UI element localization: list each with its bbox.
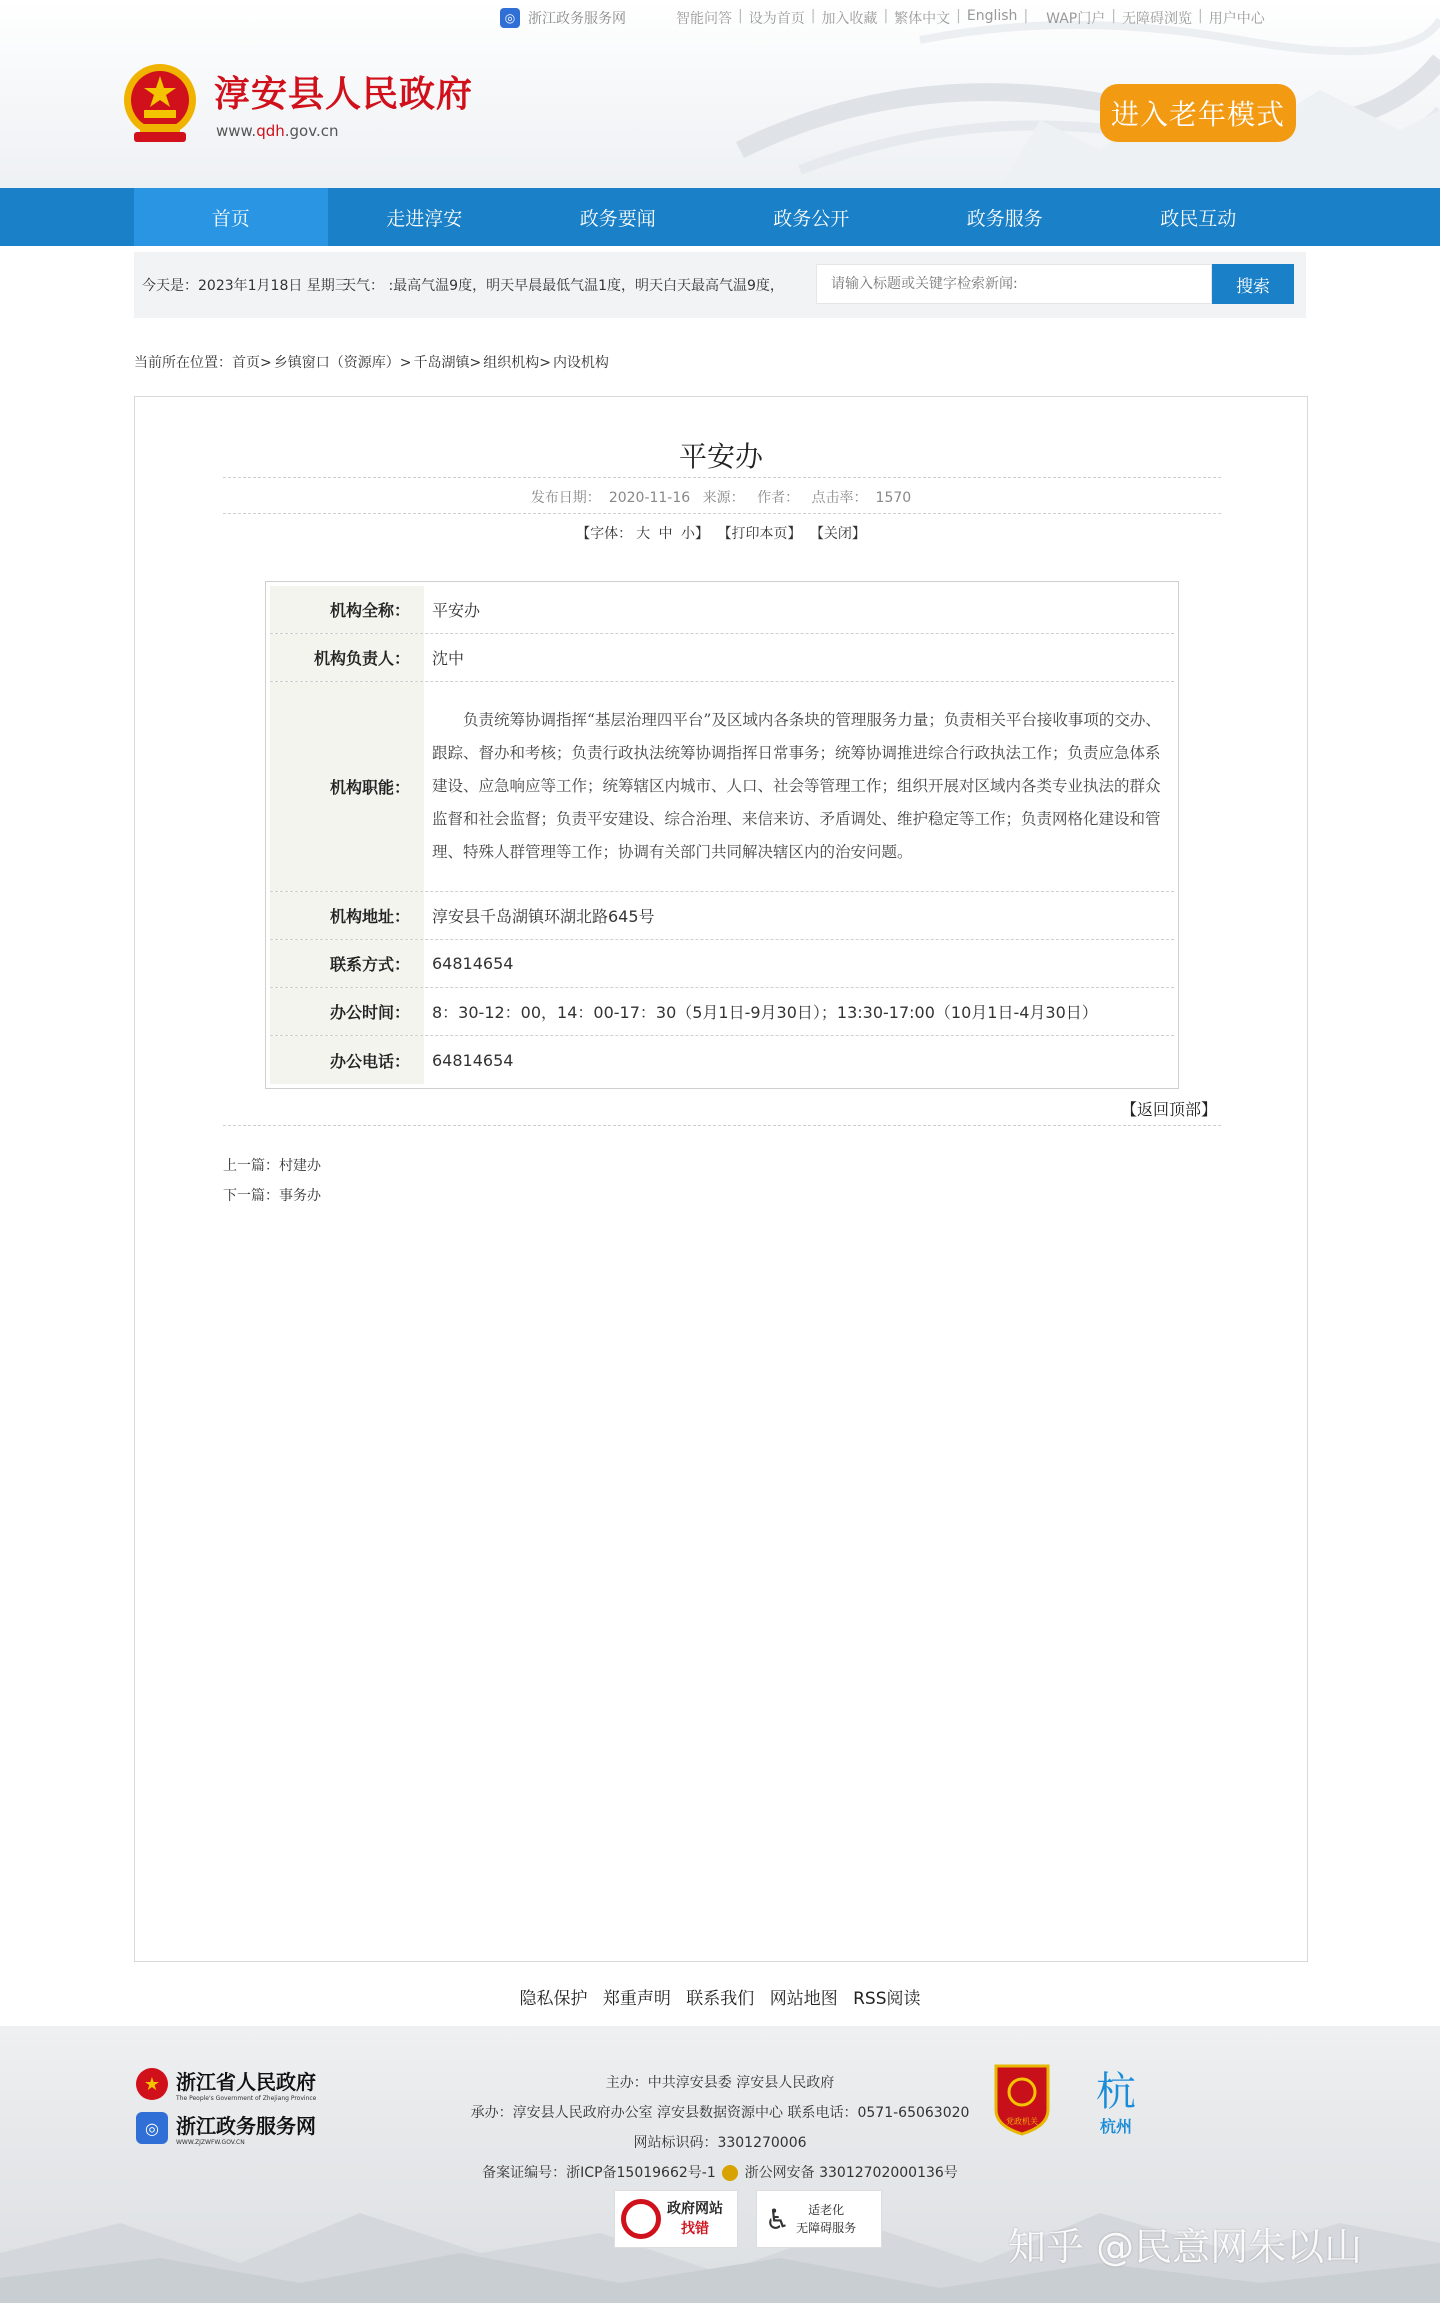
article-container [134,396,1308,1962]
hangzhou-mark-icon: 杭 [1096,2069,1136,2115]
top-link-favorite[interactable]: 加入收藏 [821,11,878,27]
divider: | [956,8,961,24]
breadcrumb-home[interactable]: 首页> [232,355,272,371]
nav-item-service[interactable]: 政务服务 [966,207,1043,230]
top-link-qa[interactable]: 智能问答 [676,11,732,27]
prev-article [223,1155,321,1175]
row-label: 机构全称： [270,586,424,633]
zj-service-label: 浙江政务服务网 [528,11,626,27]
divider [223,477,1221,478]
meta-source-label: 来源： [702,490,745,506]
zj-gov-english: The People's Government of Zhejiang Province [176,2095,317,2102]
hangzhou-city: 杭州 [1099,2117,1132,2136]
font-medium-button[interactable]: 中 [658,526,673,542]
site-url-prefix: www. [216,122,257,140]
table-row [270,682,1174,892]
zj-service-name: 浙江政务服务网 [176,2114,316,2138]
table-row [270,634,1174,682]
breadcrumb-township-window[interactable]: 乡镇窗口（资源库）> [273,355,412,371]
row-label: 机构职能： [270,682,424,891]
divider: | [1197,8,1203,24]
elder-mode-button[interactable]: 进入老年模式 [1100,84,1296,142]
footer-link-rss[interactable]: RSS阅读 [853,1989,921,2009]
breadcrumb-prefix: 当前所在位置： [134,355,232,371]
table-row [270,586,1174,634]
site-title[interactable]: 淳安县人民政府 [214,73,474,115]
hangzhou-logo[interactable] [1066,2070,1166,2140]
accessibility-badge[interactable] [756,2190,882,2248]
zj-service-link[interactable] [500,8,626,28]
nav-item-public[interactable]: 政务公开 [773,207,850,230]
prev-link[interactable]: 村建办 [279,1158,321,1174]
divider [223,1125,1221,1126]
footer-site-code: 网站标识码：3301270006 [633,2135,807,2151]
icp-link[interactable]: 备案证编号：浙ICP备15019662号-1 [482,2165,716,2181]
footer-host: 主办：中共淳安县委 淳安县人民政府 [605,2075,835,2091]
top-link-user-center[interactable]: 用户中心 [1208,11,1265,27]
meta-hits-label: 点击率： [811,490,868,506]
national-emblem-icon [120,62,200,146]
find-error-line1: 政府网站 [667,2201,723,2217]
divider: | [883,8,889,24]
accessibility-text [796,2201,856,2237]
row-value: 平安办 [432,601,481,620]
table-row [270,988,1174,1036]
next-article [223,1185,321,1205]
top-link-wap[interactable]: WAP门户 [1046,11,1106,27]
top-link-traditional[interactable]: 繁体中文 [894,11,951,27]
nav-item-news[interactable]: 政务要闻 [579,207,656,230]
footer-links [0,1984,1440,2009]
site-url-domain: qdh [256,122,285,140]
row-label: 机构地址： [270,892,424,939]
meta-date: 2020-11-16 [608,490,691,506]
zj-service-footer-icon: ◎ [136,2112,168,2144]
row-label: 办公电话： [270,1036,424,1084]
search-button[interactable]: 搜索 [1212,264,1294,304]
breadcrumb-organization[interactable]: 组织机构> [483,355,551,371]
nav-item-home[interactable]: 首页 [134,188,328,246]
top-link-english[interactable]: English [966,8,1018,24]
breadcrumb [134,352,611,372]
font-small-button[interactable]: 小】 [681,526,709,542]
row-value [424,682,1174,891]
font-large-button[interactable]: 大 [636,526,651,542]
meta-date-label: 发布日期： [530,490,601,506]
accessibility-line1: 适老化 [808,2203,845,2217]
font-size-label: 【字体： [576,526,633,542]
zj-gov-name: 浙江省人民政府 [176,2070,316,2094]
print-button[interactable]: 【打印本页】 [717,526,802,542]
footer-organizer: 承办：淳安县人民政府办公室 淳安县数据资源中心 联系电话：0571-65063020 [470,2105,970,2121]
nav-item-about[interactable]: 走进淳安 [386,207,463,230]
footer-registration [0,2158,1440,2188]
top-link-accessible[interactable]: 无障碍浏览 [1121,11,1192,27]
divider: | [810,8,816,24]
zj-service-english: WWW.ZJZWFW.GOV.CN [176,2139,245,2146]
footer-link-contact[interactable]: 联系我们 [686,1989,755,2009]
article-meta [135,487,1307,507]
info-bar [134,252,1306,318]
prev-label: 上一篇： [223,1158,279,1174]
divider: | [1023,8,1029,24]
org-info-table [265,581,1179,1089]
article-tools [135,523,1307,543]
police-badge-icon [722,2165,738,2181]
site-url [216,122,338,140]
search-input[interactable] [816,264,1212,304]
nav-item-interaction[interactable]: 政民互动 [1160,207,1237,230]
meta-author-label: 作者： [757,490,800,506]
row-value: 64814654 [432,1050,514,1070]
table-row [270,940,1174,988]
next-label: 下一篇： [223,1188,279,1204]
back-to-top-link[interactable]: 【返回顶部】 [1120,1100,1217,1119]
footer-link-statement[interactable]: 郑重声明 [602,1989,671,2009]
wheelchair-icon: ♿ [765,2202,791,2236]
site-url-suffix: .gov.cn [284,122,339,140]
article-title: 平安办 [678,440,763,473]
find-error-line2: 找错 [681,2221,709,2237]
breadcrumb-internal[interactable]: 内设机构 [552,355,609,371]
current-date: 今天是：2023年1月18日 星期三 [142,278,349,294]
footer-info [0,2068,1440,2188]
divider: | [738,8,743,24]
zj-gov-emblem-icon: ★ [136,2068,168,2100]
row-label: 机构负责人： [270,634,424,681]
zj-service-icon: ◎ [500,8,520,28]
party-organ-badge-icon[interactable] [990,2062,1054,2136]
accessibility-line2: 无障碍服务 [796,2221,857,2235]
row-value: 8：30-12：00，14：00-17：30（5月1日-9月30日）；13:30-17:00（10月1日-4月30日） [432,1003,1098,1022]
find-error-text [667,2199,723,2239]
find-error-badge[interactable] [614,2190,738,2248]
row-label: 联系方式： [270,940,424,987]
next-link[interactable]: 事务办 [279,1188,321,1204]
close-button[interactable]: 【关闭】 [809,526,866,542]
divider: | [1111,8,1116,24]
table-row [270,1036,1174,1084]
row-label: 办公时间： [270,988,424,1035]
row-value: 淳安县千岛湖镇环湖北路645号 [432,907,655,926]
table-row [270,892,1174,940]
magnifier-icon [621,2199,661,2239]
footer-link-privacy[interactable]: 隐私保护 [519,1989,588,2009]
party-badge-label: 党政机关 [1006,2117,1038,2126]
row-value: 沈中 [432,649,465,668]
main-nav [0,188,1440,246]
police-link[interactable]: 浙公网安备 33012702000136号 [744,2165,958,2181]
top-bar [500,6,1265,30]
watermark: 知乎 @民意网朱以山 [1008,2225,1363,2269]
breadcrumb-qiandaohu[interactable]: 千岛湖镇> [413,355,482,371]
site-header [0,0,1440,188]
divider [223,513,1221,514]
meta-hits: 1570 [875,490,912,506]
top-links [676,8,1265,28]
footer-link-sitemap[interactable]: 网站地图 [769,1989,838,2009]
weather-text: 天气： :最高气温9度，明天早晨最低气温1度，明天白天最高气温9度， [342,278,784,294]
function-text: 负责统筹协调指挥“基层治理四平台”及区域内各条块的管理服务力量；负责相关平台接收事项的交办、跟踪、督办和考核；负责行政执法统筹协调指挥日常事务；统筹协调推进综合行政执法工作；负责应急体系建设、应急响应等工作；统筹辖区内城市、人口、社会等管理工作；组织开展对区域内各类专业执法的群众监督和社会监督；负责平安建设、综合治理、来信来访、矛盾调处、维护稳定等工作；负责网格化建设和管理、特殊人群管理等工作；协调有关部门共同解决辖区内的治安问题。 [432,711,1161,861]
top-link-homepage[interactable]: 设为首页 [748,11,805,27]
row-value: 64814654 [432,954,514,973]
